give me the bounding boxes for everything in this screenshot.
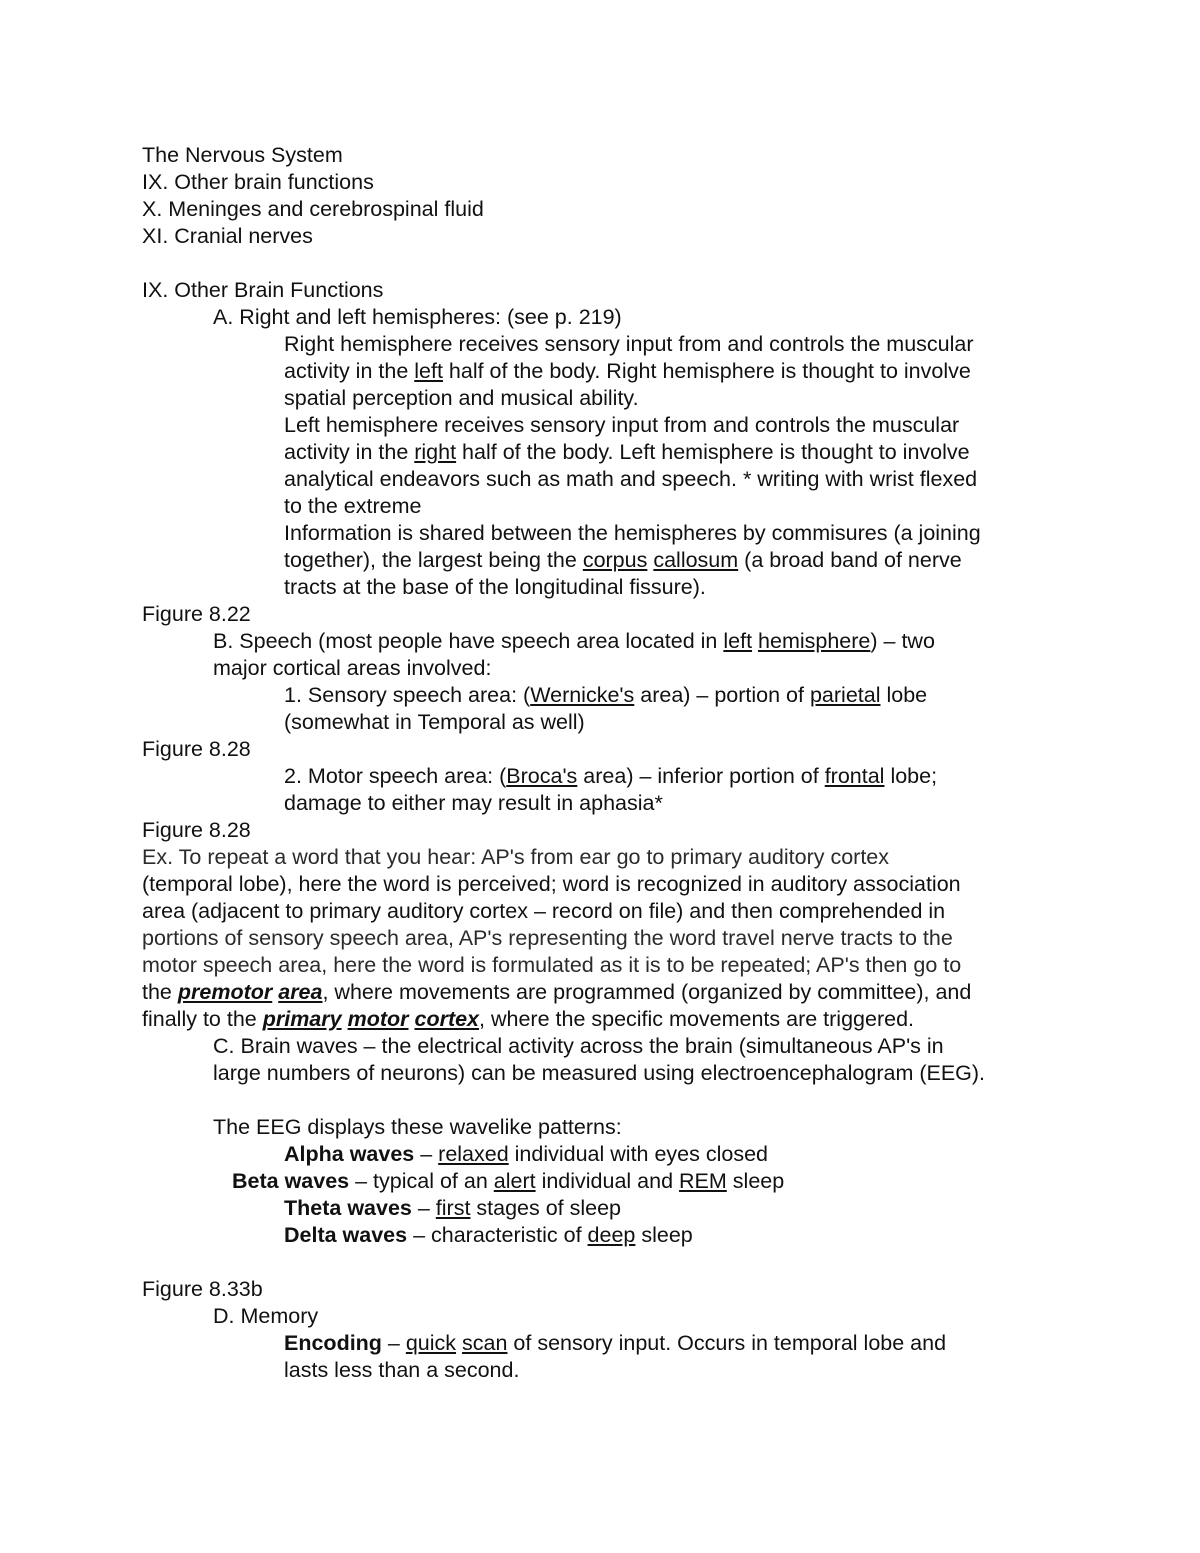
paragraph-line: tracts at the base of the longitudinal fissure). [284, 575, 706, 599]
paragraph-line: Left hemisphere receives sensory input from and controls the muscular [284, 413, 960, 437]
example-line: Ex. To repeat a word that you hear: AP's from ear go to primary auditory cortex [142, 845, 890, 869]
figure-reference: Figure 8.33b [142, 1277, 263, 1301]
example-line: motor speech area, here the word is formulated as it is to be repeated; AP's then go to [142, 953, 962, 977]
paragraph-line: (somewhat in Temporal as well) [284, 710, 585, 734]
paragraph-line: 1. Sensory speech area: (Wernicke's area) – portion of parietal lobe [284, 683, 928, 707]
paragraph-line: damage to either may result in aphasia* [284, 791, 663, 815]
paragraph-line: Information is shared between the hemispheres by commisures (a joining [284, 521, 981, 545]
example-line: portions of sensory speech area, AP's representing the word travel nerve tracts to the [142, 926, 953, 950]
outline-item: X. Meninges and cerebrospinal fluid [142, 197, 484, 221]
paragraph-line: large numbers of neurons) can be measured using electroencephalogram (EEG). [213, 1061, 986, 1085]
figure-reference: Figure 8.28 [142, 737, 251, 761]
example-line: the premotor area, where movements are programmed (organized by committee), and [142, 980, 972, 1004]
paragraph-line: Right hemisphere receives sensory input from and controls the muscular [284, 332, 974, 356]
wave-item: Alpha waves – relaxed individual with eyes closed [284, 1142, 769, 1166]
subsection-c-heading: C. Brain waves – the electrical activity across the brain (simultaneous AP's in [213, 1034, 944, 1058]
paragraph-line: activity in the right half of the body. Left hemisphere is thought to involve [284, 440, 970, 464]
section-heading: IX. Other Brain Functions [142, 278, 384, 302]
paragraph-line: The EEG displays these wavelike patterns: [213, 1115, 622, 1139]
paragraph-line: spatial perception and musical ability. [284, 386, 639, 410]
outline-item: XI. Cranial nerves [142, 224, 313, 248]
paragraph-line: major cortical areas involved: [213, 656, 492, 680]
paragraph-line: to the extreme [284, 494, 422, 518]
example-line: (temporal lobe), here the word is perceived; word is recognized in auditory association [142, 872, 961, 896]
paragraph-line: Encoding – quick scan of sensory input. Occurs in temporal lobe and [284, 1331, 947, 1355]
wave-item: Beta waves – typical of an alert individual and REM sleep [232, 1169, 785, 1193]
subsection-a-heading: A. Right and left hemispheres: (see p. 219) [213, 305, 622, 329]
subsection-d-heading: D. Memory [213, 1304, 319, 1328]
wave-item: Delta waves – characteristic of deep sleep [284, 1223, 693, 1247]
paragraph-line: together), the largest being the corpus callosum (a broad band of nerve [284, 548, 962, 572]
example-line: area (adjacent to primary auditory cortex – record on file) and then comprehended in [142, 899, 946, 923]
outline-item: IX. Other brain functions [142, 170, 374, 194]
wave-item: Theta waves – first stages of sleep [284, 1196, 622, 1220]
paragraph-line: analytical endeavors such as math and speech. * writing with wrist flexed [284, 467, 978, 491]
subsection-b-heading: B. Speech (most people have speech area located in left hemisphere) – two [213, 629, 935, 653]
figure-reference: Figure 8.28 [142, 818, 251, 842]
paragraph-line: activity in the left half of the body. Right hemisphere is thought to involve [284, 359, 971, 383]
figure-reference: Figure 8.22 [142, 602, 251, 626]
paragraph-line: 2. Motor speech area: (Broca's area) – inferior portion of frontal lobe; [284, 764, 938, 788]
paragraph-line: lasts less than a second. [284, 1358, 520, 1382]
example-line: finally to the primary motor cortex, where the specific movements are triggered. [142, 1007, 915, 1031]
doc-title: The Nervous System [142, 143, 343, 167]
